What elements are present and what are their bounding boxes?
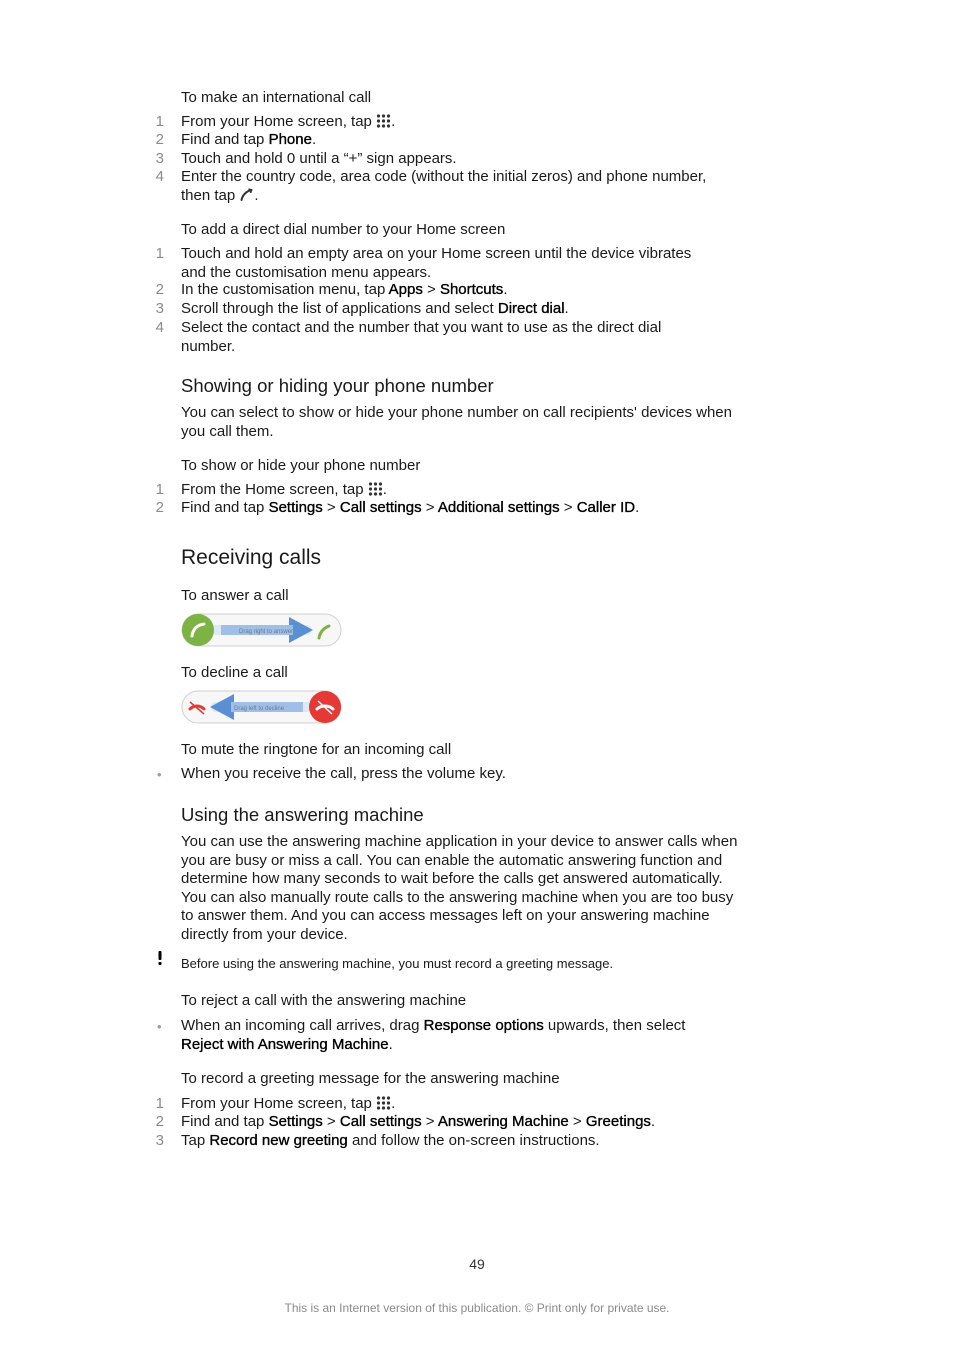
paragraph: You can select to show or hide your phone number on call recipients' devices when you call them. <box>181 404 732 440</box>
step-item: Touch and hold an empty area on your Home screen until the device vibrates and the customisation menu appears. <box>181 245 692 281</box>
step-number: 1 <box>155 113 164 130</box>
task-title-international-call: To make an international call <box>181 89 372 106</box>
step-item: Touch and hold 0 until a “+” sign appears. <box>181 150 457 167</box>
step-number: 1 <box>155 245 164 262</box>
section-heading-receiving-calls: Receiving calls <box>181 546 322 569</box>
decline-call-slider[interactable] <box>181 690 342 724</box>
step-item: Find and tap Phone. <box>181 131 317 148</box>
answer-call-slider[interactable] <box>181 613 342 647</box>
step-number: 3 <box>155 1132 164 1149</box>
paragraph: You can use the answering machine application in your device to answer calls when you are busy or miss a call. You can enable the automatic answering function and determine how many seconds to wait before the calls get answered automatically. You can also manually route calls to the answering machine when you are too busy to answer them. And you can access messages left on your answering machine directly from your device. <box>181 833 738 943</box>
task-title-direct-dial: To add a direct dial number to your Home screen <box>181 221 506 238</box>
answer-hint-text: Drag right to answer <box>239 629 294 635</box>
step-number: 2 <box>155 1113 164 1130</box>
step-item: Select the contact and the number that you want to use as the direct dial number. <box>181 319 662 355</box>
step-number: 3 <box>155 300 164 317</box>
apps-grid-icon <box>368 482 383 496</box>
task-title-show-hide-number: To show or hide your phone number <box>181 457 421 474</box>
step-item: From the Home screen, tap . <box>181 481 387 498</box>
step-number: 1 <box>155 1095 164 1112</box>
task-title-decline-call: To decline a call <box>181 664 288 681</box>
step-item: Tap Record new greeting and follow the on-screen instructions. <box>181 1132 600 1149</box>
step-item: From your Home screen, tap . <box>181 1095 396 1112</box>
step-item: From your Home screen, tap . <box>181 113 396 130</box>
bullet-item: When an incoming call arrives, drag Response options upwards, then select Reject with Answering Machine. <box>181 1017 686 1053</box>
step-item: Scroll through the list of applications and select Direct dial. <box>181 300 569 317</box>
step-item: Enter the country code, area code (without the initial zeros) and phone number, then tap . <box>181 168 707 204</box>
note-text: Before using the answering machine, you must record a greeting message. <box>181 956 614 971</box>
task-title-answer-call: To answer a call <box>181 587 289 604</box>
step-number: 2 <box>155 281 164 298</box>
apps-grid-icon <box>376 1096 391 1110</box>
step-item: Find and tap Settings > Call settings > Answering Machine > Greetings. <box>181 1113 656 1130</box>
step-number: 2 <box>155 499 164 516</box>
bullet-marker: • <box>157 767 162 782</box>
phone-call-icon <box>239 188 254 202</box>
step-number: 2 <box>155 131 164 148</box>
apps-grid-icon <box>376 114 391 128</box>
task-title-record-greeting: To record a greeting message for the answering machine <box>181 1070 560 1087</box>
answer-button[interactable] <box>182 614 214 646</box>
page-number: 49 <box>469 1256 485 1272</box>
decline-hint-text: Drag left to decline <box>234 706 285 712</box>
footer-notice: This is an Internet version of this publication. © Print only for private use. <box>284 1301 670 1315</box>
bullet-marker: • <box>157 1019 162 1034</box>
step-number: 4 <box>155 168 164 185</box>
section-heading-show-hide-number: Showing or hiding your phone number <box>181 375 494 396</box>
bullet-item: When you receive the call, press the volume key. <box>181 765 506 782</box>
exclamation-note-icon <box>157 951 163 966</box>
step-item: Find and tap Settings > Call settings > Additional settings > Caller ID. <box>181 499 640 516</box>
step-number: 4 <box>155 319 164 336</box>
step-number: 3 <box>155 150 164 167</box>
step-number: 1 <box>155 481 164 498</box>
section-heading-answering-machine: Using the answering machine <box>181 804 424 825</box>
task-title-reject-with-answering-machine: To reject a call with the answering machine <box>181 992 467 1009</box>
task-title-mute-ringtone: To mute the ringtone for an incoming call <box>181 741 452 758</box>
step-item: In the customisation menu, tap Apps > Shortcuts. <box>181 281 508 298</box>
